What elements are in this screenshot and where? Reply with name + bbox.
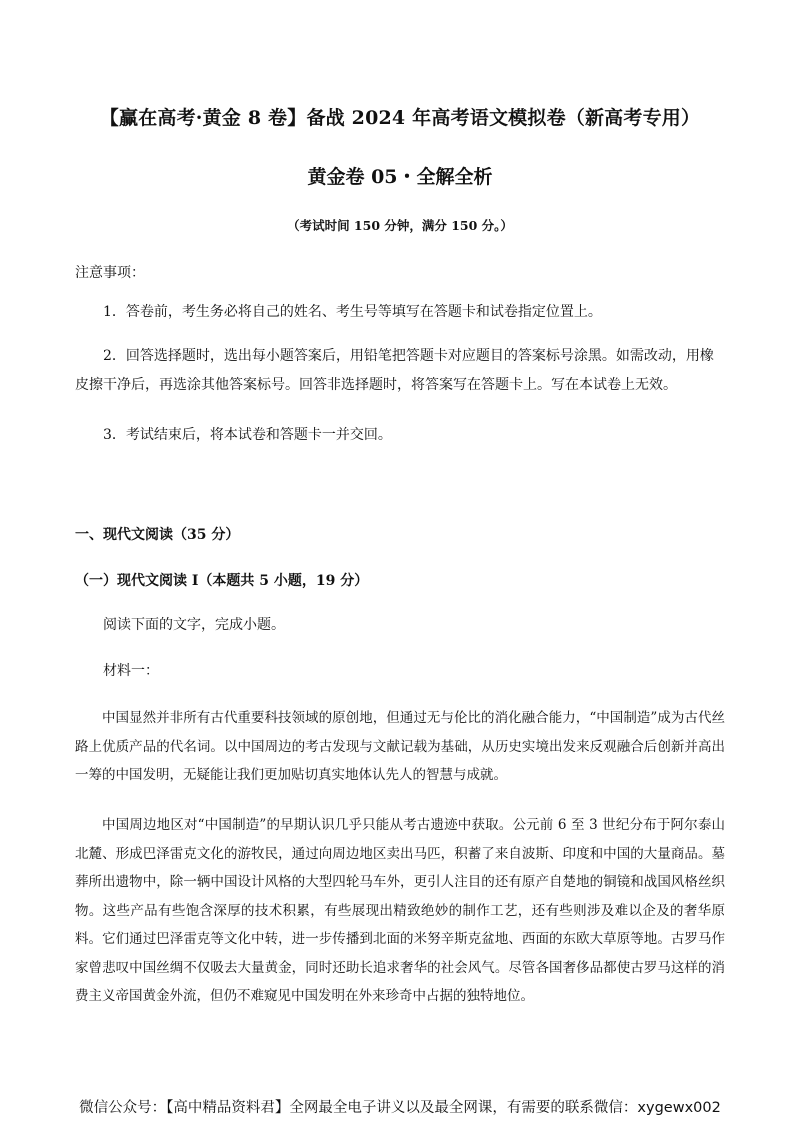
footer-contact: 微信公众号：【高中精品资料君】全网最全电子讲义以及最全网课，有需要的联系微信：xygewx002 [79, 1100, 721, 1116]
notice-item-text: 1．答卷前，考生务必将自己的姓名、考生号等填写在答题卡和试卷指定位置上。 [103, 304, 602, 320]
reading-instruction: 阅读下面的文字，完成小题。 [103, 617, 285, 633]
notice-item [75, 298, 725, 327]
notice-item [75, 342, 725, 400]
notice-item-text: 2．回答选择题时，选出每小题答案后，用铅笔把答题卡对应题目的答案标号涂黑。如需改动，用橡皮擦干净后，再选涂其他答案标号。回答非选择题时，将答案写在答题卡上。写在本试卷上无效。 [75, 348, 714, 393]
subsection-heading: （一）现代文阅读 I（本题共 5 小题，19 分） [75, 573, 369, 589]
notice-item [75, 421, 725, 450]
material-paragraph [75, 811, 725, 1011]
notice-heading: 注意事项： [75, 265, 145, 281]
section-heading: 一、现代文阅读（35 分） [75, 527, 240, 543]
material-paragraph [75, 704, 725, 790]
paragraph-text: 中国显然并非所有古代重要科技领域的原创地，但通过无与伦比的消化融合能力，“中国制造”成为古代丝路上优质产品的代名词。以中国周边的考古发现与文献记载为基础，从历史实境出发来反观融合后创新并高出一筹的中国发明，无疑能让我们更加贴切真实地体认先人的智慧与成就。 [75, 710, 725, 783]
exam-time-note: （考试时间 150 分钟，满分 150 分。） [287, 218, 513, 233]
paragraph-text: 中国周边地区对“中国制造”的早期认识几乎只能从考古遗迹中获取。公元前 6 至 3 世纪分布于阿尔泰山北麓、形成巴泽雷克文化的游牧民，通过向周边地区卖出马匹，积蓄了来自波斯、印度和中国的大量商品。墓葬所出遗物中，除一辆中国设计风格的大型四轮马车外，更引人注目的还有原产自楚地的铜镜和战国风格丝织物。这些产品有些饱含深厚的技术积累，有些展现出精致绝妙的制作工艺，还有些则涉及难以企及的奢华原料。它们通过巴泽雷克等文化中转，进一步传播到北面的米努辛斯克盆地、西面的东欧大草原等地。古罗马作家曾悲叹中国丝绸不仅吸去大量黄金，同时还助长追求奢华的社会风气。尽管各国奢侈品都使古罗马这样的消费主义帝国黄金外流，但仍不难窥见中国发明在外来珍奇中占据的独特地位。 [75, 817, 725, 1004]
material-label: 材料一： [103, 663, 159, 679]
document-title: 【赢在高考·黄金 8 卷】备战 2024 年高考语文模拟卷（新高考专用） [99, 107, 701, 129]
notice-item-text: 3．考试结束后，将本试卷和答题卡一并交回。 [103, 427, 392, 443]
document-subtitle: 黄金卷 05・全解全析 [307, 166, 493, 188]
